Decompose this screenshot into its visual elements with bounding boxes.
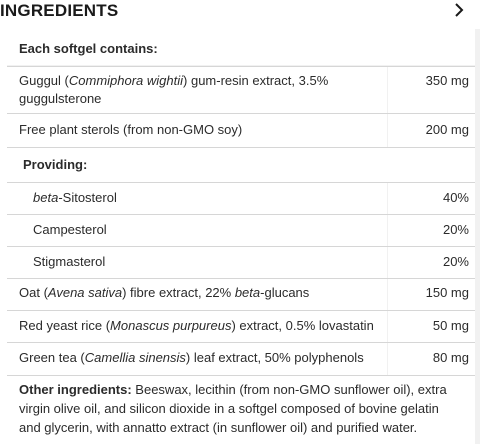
other-ingredients-line: virgin olive oil, and silicon dioxide in a softgel composed of bovine gelatin: [19, 401, 439, 416]
amount-value: 50 mg: [432, 318, 469, 333]
amount-cell: [388, 67, 475, 113]
name-part: ) gum-resin extract, 3.5%: [183, 73, 329, 88]
table-row: [7, 246, 475, 278]
name-part: ) leaf extract, 50% polyphenols: [185, 350, 364, 365]
providing-label: Providing:: [23, 157, 88, 172]
ingredient-name: Campesterol: [33, 222, 107, 237]
other-ingredients-row: [7, 375, 475, 445]
amount-value: 40%: [442, 190, 469, 205]
table-row: [7, 278, 475, 310]
table-row: [7, 113, 475, 147]
amount-cell: [388, 114, 475, 147]
amount-cell: [388, 311, 475, 342]
table-row: [7, 214, 475, 246]
ingredient-name: [33, 189, 117, 207]
other-ingredients-cell: [7, 376, 475, 445]
ingredient-cell: [7, 279, 387, 310]
ingredient-name: [19, 284, 309, 302]
amount-cell: [388, 343, 475, 375]
ingredient-cell: [7, 183, 387, 214]
ingredients-table: [7, 29, 480, 444]
providing-row: [7, 147, 475, 182]
table-row: [7, 182, 475, 214]
table-row: [7, 66, 475, 113]
name-part: ) extract, 0.5% lovastatin: [231, 318, 374, 333]
name-part: -glucans: [260, 285, 310, 300]
table-row: [7, 342, 475, 375]
italic-prefix: beta: [33, 190, 59, 205]
amount-value: 200 mg: [425, 122, 469, 137]
ingredient-cell: [7, 343, 387, 375]
ingredient-name: [19, 317, 374, 335]
providing-cell: [7, 148, 475, 182]
ingredient-cell: [7, 67, 387, 113]
name-part: Red yeast rice (: [19, 318, 111, 333]
other-ingredients-label: Other ingredients:: [19, 382, 132, 397]
latin-name: Camellia sinensis: [84, 350, 186, 365]
heading-text: Each softgel contains:: [19, 41, 158, 56]
italic-prefix: beta: [234, 285, 261, 300]
latin-name: Monascus purpureus: [110, 318, 232, 333]
ingredient-cell: [7, 311, 387, 342]
ingredient-cell: [7, 114, 387, 147]
heading-cell: [7, 29, 475, 65]
latin-name: Commiphora wightii: [68, 73, 184, 88]
other-ingredients-text: Beeswax, lecithin (from non-GMO sunflower oil), extra: [131, 382, 447, 397]
table-row: [7, 310, 475, 342]
ingredient-cell: [7, 215, 387, 246]
ingredient-name: Stigmasterol: [33, 254, 106, 269]
amount-cell: [388, 279, 475, 310]
other-ingredients-line: [19, 381, 465, 399]
name-part: Green tea (: [19, 350, 85, 365]
ingredient-cell: [7, 247, 387, 278]
ingredients-header[interactable]: [0, 0, 480, 28]
amount-value: 150 mg: [425, 285, 469, 300]
other-ingredients-line: and glycerin, with annatto extract (in sunflower oil) and purified water.: [19, 420, 418, 435]
amount-cell: [388, 247, 475, 278]
chevron-right-icon[interactable]: [452, 2, 466, 18]
ingredient-name: Free plant sterols (from non-GMO soy): [19, 122, 243, 137]
amount-value: 20%: [442, 222, 469, 237]
amount-value: 350 mg: [425, 73, 469, 88]
name-part: Guggul (: [19, 73, 69, 88]
ingredient-name: [19, 349, 364, 367]
latin-name: Avena sativa: [47, 285, 123, 300]
name-part: ) fibre extract, 22%: [122, 285, 235, 300]
amount-cell: [388, 183, 475, 214]
amount-value: 20%: [442, 254, 469, 269]
name-part: -Sitosterol: [58, 190, 117, 205]
section-title: INGREDIENTS: [0, 1, 119, 20]
amount-cell: [388, 215, 475, 246]
ingredient-name: [19, 72, 328, 90]
ingredient-name-line2: guggulsterone: [19, 91, 102, 106]
name-part: Oat (: [19, 285, 48, 300]
table-heading-row: [7, 29, 475, 65]
amount-value: 80 mg: [432, 350, 469, 365]
